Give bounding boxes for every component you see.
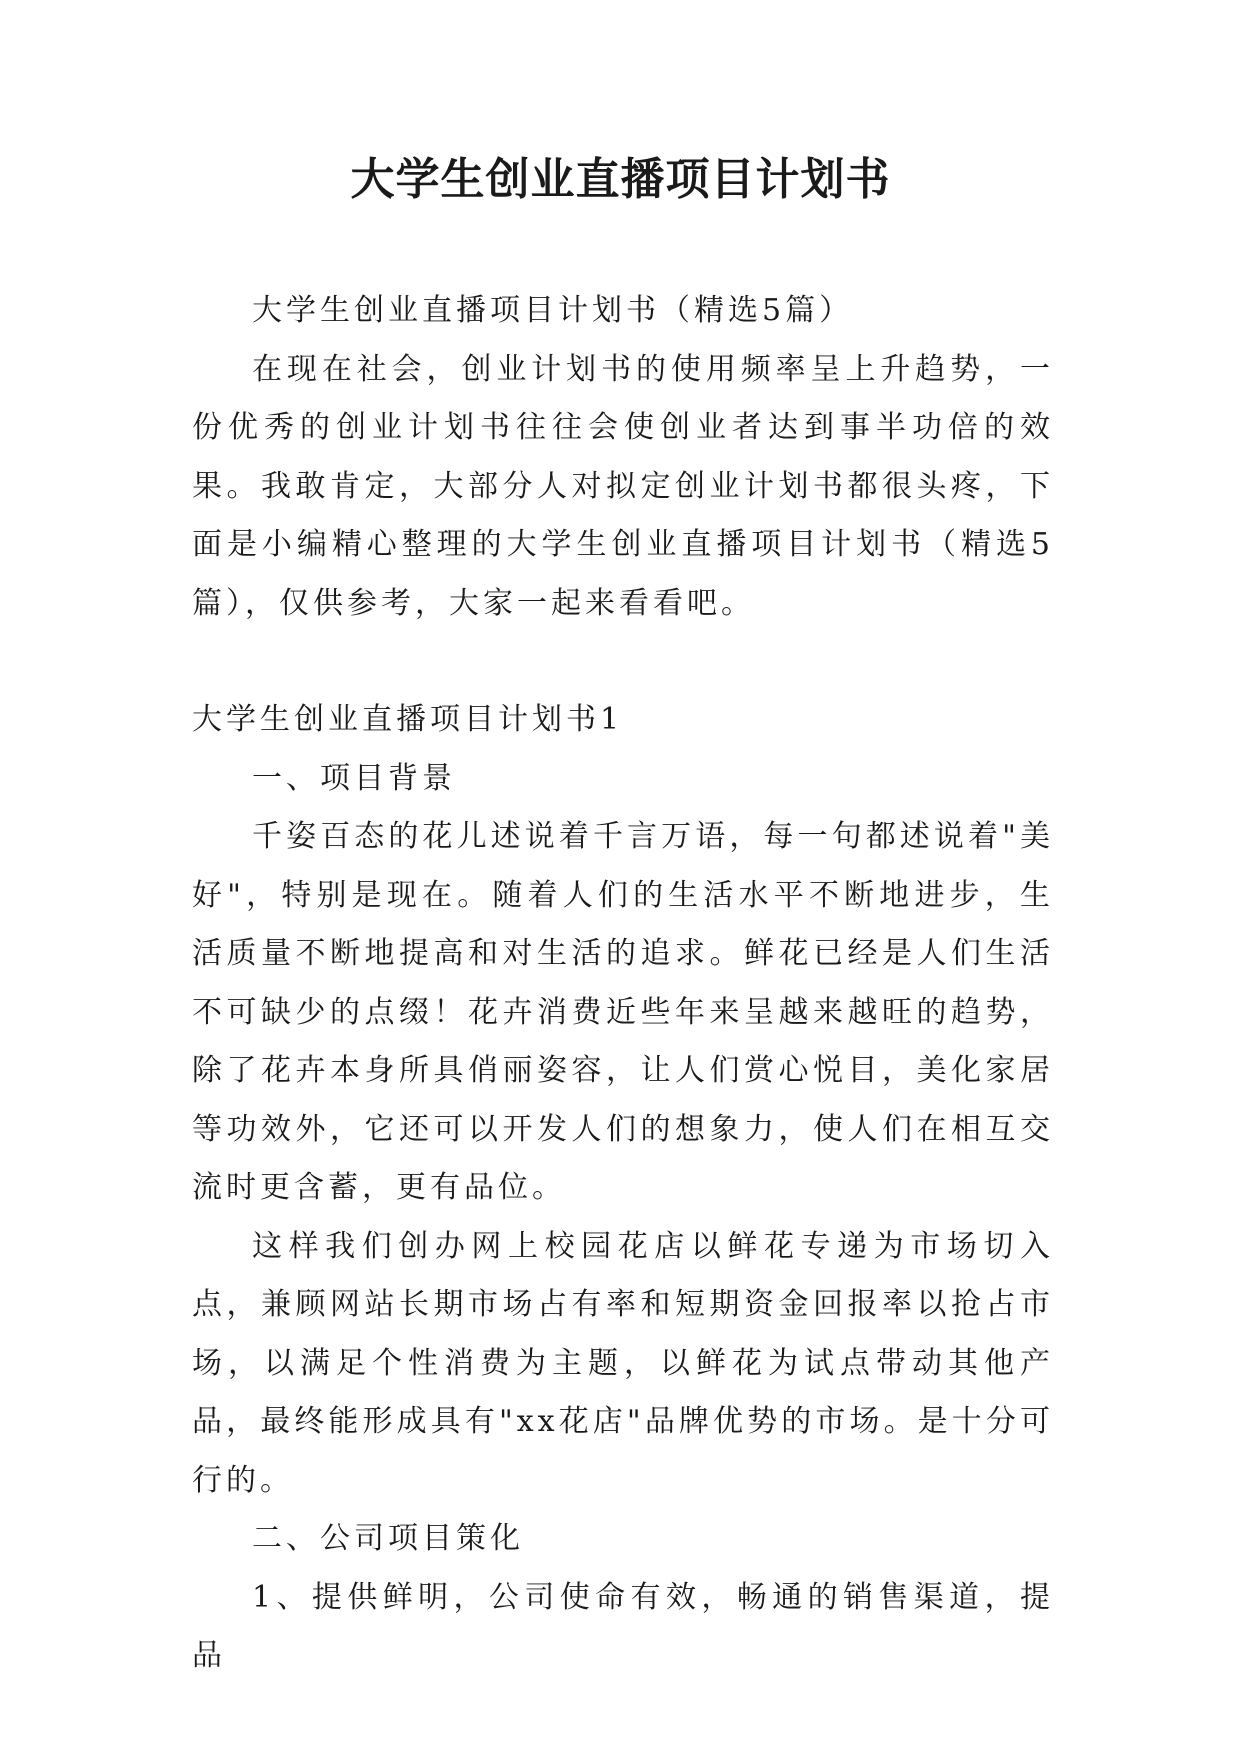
subsection-heading-background: 一、项目背景: [252, 760, 456, 796]
document-title: 大学生创业直播项目计划书: [350, 154, 891, 205]
intro-paragraph: 在现在社会，创业计划书的使用频率呈上升趋势，一份优秀的创业计划书往往会使创业者达到事半功倍的效果。我敢肯定，大部分人对拟定创业计划书都很头疼，下面是小编精心整理的大学生创业直播项目计划书（精选5篇），仅供参考，大家一起来看看吧。: [192, 351, 1054, 621]
section-heading: 大学生创业直播项目计划书1: [192, 702, 624, 737]
body-paragraph: 1、提供鲜明，公司使命有效，畅通的销售渠道，提品: [192, 1579, 1054, 1673]
body-paragraph: 这样我们创办网上校园花店以鲜花专递为市场切入点，兼顾网站长期市场占有率和短期资金回报率以抢占市场，以满足个性消费为主题，以鲜花为试点带动其他产品，最终能形成具有"xx花店"品牌优势的市场。是十分可行的。: [192, 1228, 1054, 1498]
body-paragraph: 千姿百态的花儿述说着千言万语，每一句都述说着"美好"，特别是现在。随着人们的生活水平不断地进步，生活质量不断地提高和对生活的追求。鲜花已经是人们生活不可缺少的点缀！花卉消费近些年来呈越来越旺的趋势，除了花卉本身所具俏丽姿容，让人们赏心悦目，美化家居等功效外，它还可以开发人们的想象力，使人们在相互交流时更含蓄，更有品位。: [192, 819, 1054, 1205]
document-body: [192, 282, 1054, 1686]
subtitle-paragraph: 大学生创业直播项目计划书（精选5篇）: [252, 293, 854, 328]
subsection-heading-planning: 二、公司项目策化: [252, 1521, 524, 1556]
